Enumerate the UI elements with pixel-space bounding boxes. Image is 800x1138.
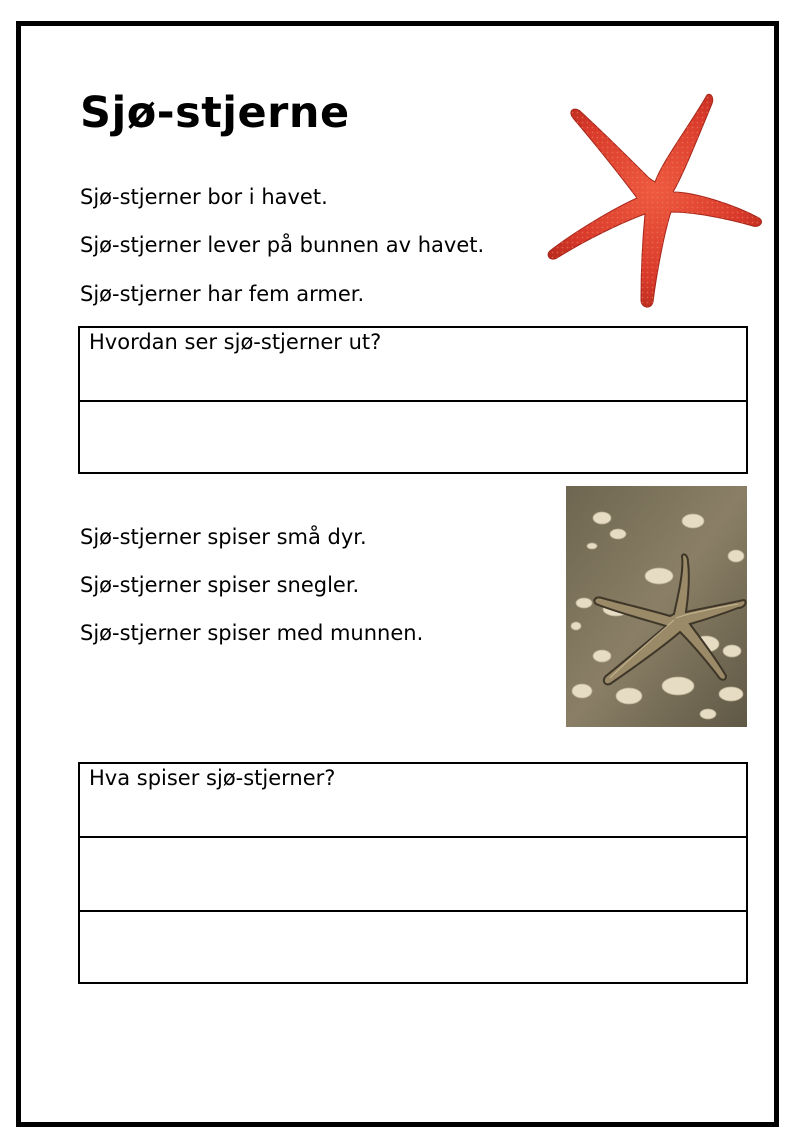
text-line: Sjø-stjerner spiser snegler. (80, 573, 360, 597)
text-line: Sjø-stjerner bor i havet. (80, 185, 328, 209)
answer-line[interactable] (80, 838, 746, 912)
answer-box-appearance (78, 326, 748, 474)
question-row (80, 764, 746, 838)
text-line: Sjø-stjerner har fem armer. (80, 282, 365, 306)
question-text: Hvordan ser sjø-stjerner ut? (89, 330, 382, 354)
question-text: Hva spiser sjø-stjerner? (89, 766, 336, 790)
text-line: Sjø-stjerner lever på bunnen av havet. (80, 233, 485, 257)
question-row (80, 328, 746, 402)
answer-box-food (78, 762, 748, 984)
starfish-image (545, 90, 765, 310)
starfish-on-beach-photo (566, 486, 747, 727)
text-line: Sjø-stjerner spiser små dyr. (80, 525, 367, 549)
page-title: Sjø-stjerne (80, 88, 350, 138)
answer-line[interactable] (80, 402, 746, 472)
answer-line[interactable] (80, 912, 746, 982)
text-line: Sjø-stjerner spiser med munnen. (80, 621, 424, 645)
